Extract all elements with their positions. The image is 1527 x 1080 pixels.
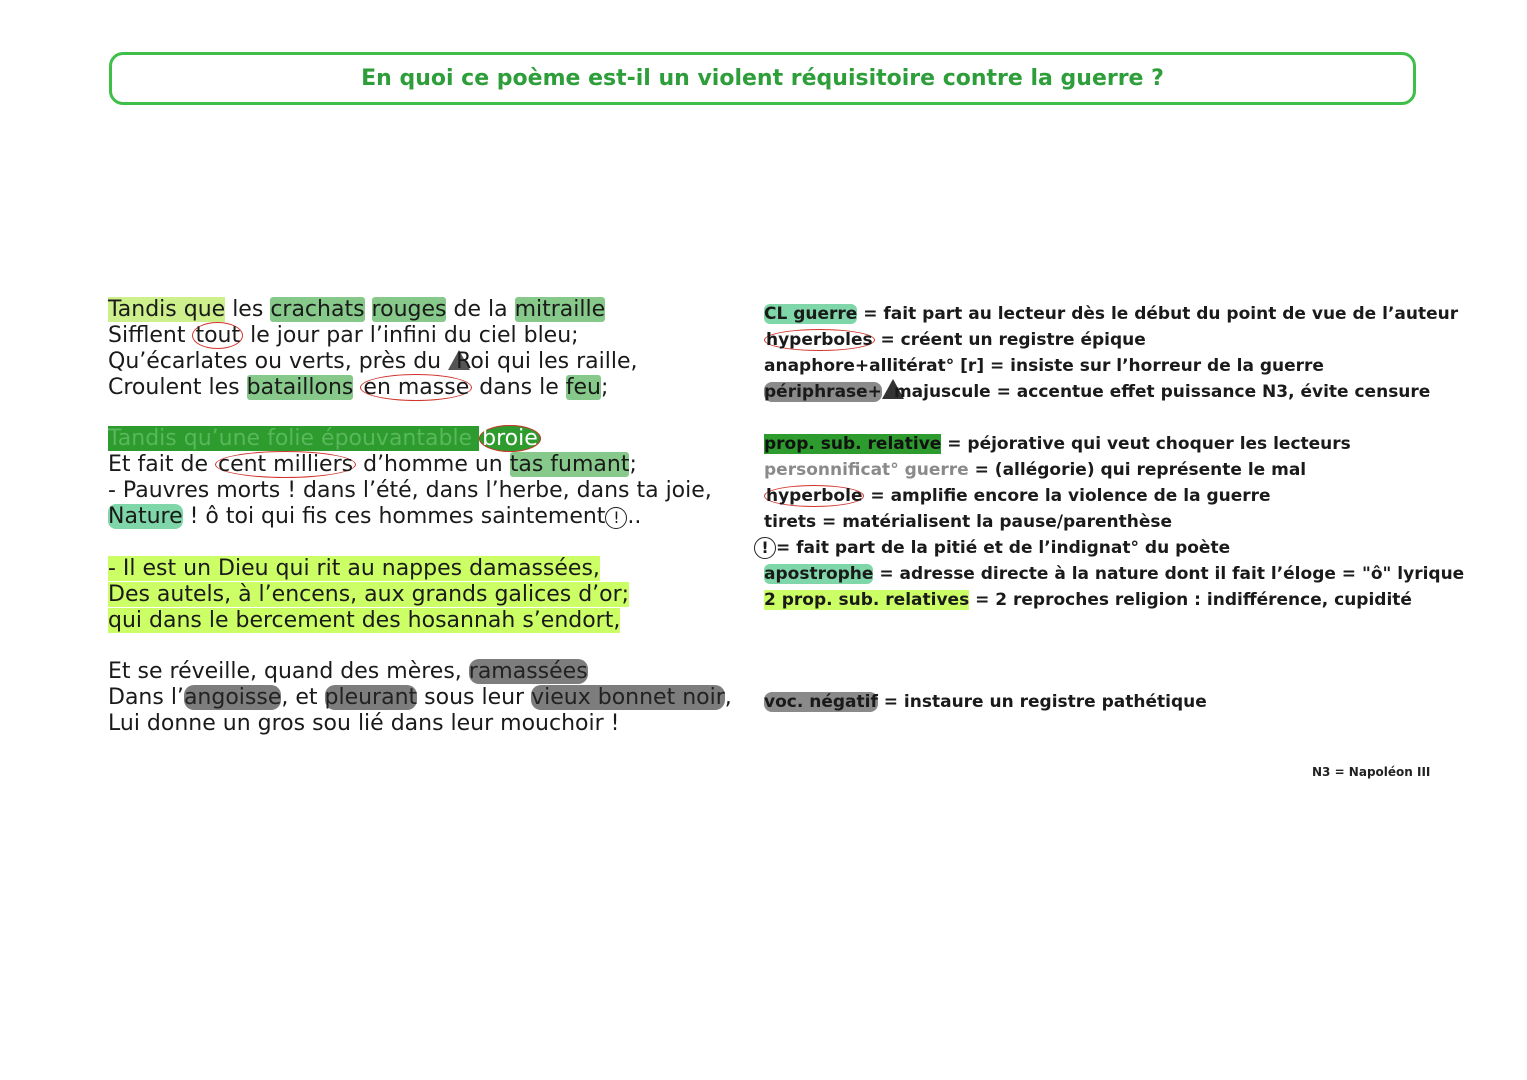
poem-line <box>108 297 638 323</box>
note-text: = péjorative qui veut choquer les lecteurs <box>941 434 1351 454</box>
question-title-box <box>109 52 1416 105</box>
note-line <box>764 561 1464 587</box>
note-line <box>764 379 1458 405</box>
highlight: tas fumant <box>509 452 630 477</box>
note-term: périphrase+ <box>764 382 882 402</box>
circled-word: en masse <box>360 374 472 401</box>
text: ; <box>629 452 637 477</box>
note-line <box>764 689 1207 715</box>
note-term: voc. négatif <box>764 692 878 712</box>
note-text: = instaure un registre pathétique <box>877 692 1207 712</box>
note-line <box>764 301 1458 327</box>
exclamation-circle-icon: ! <box>754 537 776 559</box>
circled-word: broie <box>479 425 541 452</box>
text: les <box>225 297 271 322</box>
notes-group-3 <box>764 689 1207 715</box>
note-line <box>764 483 1464 509</box>
note-line <box>764 509 1464 535</box>
note-line <box>764 353 1458 379</box>
note-line <box>764 431 1464 457</box>
circled-word: tout <box>192 322 243 349</box>
note-term: hyperbole <box>766 486 863 506</box>
text: Sifflent <box>108 323 193 348</box>
note-line <box>764 457 1464 483</box>
highlight: ramassées <box>468 659 588 684</box>
note-text: = fait part de la pitié et de l’indignat° du poète <box>776 538 1231 558</box>
text: Et fait de <box>108 452 215 477</box>
poem-line <box>108 504 712 530</box>
text: Qu’écarlates ou verts, près du <box>108 349 449 374</box>
text: .. <box>627 504 642 529</box>
poem-line <box>108 426 712 452</box>
highlight: vieux bonnet noir <box>531 685 725 710</box>
note-term: 2 prop. sub. relatives <box>764 590 970 610</box>
highlight: crachats <box>270 297 365 322</box>
note-term: personnificat° guerre <box>764 460 969 480</box>
note-line <box>761 535 1464 561</box>
highlight: Nature <box>108 504 183 529</box>
exclamation-circle-icon: ! <box>605 507 627 529</box>
notes-group-2 <box>761 431 1465 613</box>
text: Croulent les <box>108 375 247 400</box>
note-term: apostrophe <box>764 564 874 584</box>
highlight: Des autels, à l’encens, aux grands galices d’or; <box>108 582 630 607</box>
note-text: = créent un registre épique <box>874 330 1146 350</box>
text: , et <box>281 685 325 710</box>
poem-line <box>108 478 712 504</box>
text: ! ô toi qui fis ces hommes saintement <box>182 504 606 529</box>
poem-line <box>108 556 629 582</box>
highlight: Tandis que <box>108 297 226 322</box>
text: Roi <box>456 349 490 374</box>
circled-word: cent milliers <box>215 451 356 478</box>
note-line <box>764 327 1458 353</box>
text: Dans l’ <box>108 685 184 710</box>
poem-line <box>108 685 732 711</box>
highlight: mitraille <box>514 297 606 322</box>
stanza-3 <box>108 556 629 634</box>
poem-line <box>108 711 732 737</box>
note-line <box>764 587 1464 613</box>
note-text: = adresse directe à la nature dont il fait l’éloge = "ô" lyrique <box>873 564 1465 584</box>
text: de la <box>446 297 515 322</box>
highlight: angoisse <box>183 685 282 710</box>
note-text: = (allégorie) qui représente le mal <box>968 460 1307 480</box>
text <box>365 297 372 322</box>
poem-line <box>108 452 712 478</box>
highlight: bataillons <box>246 375 354 400</box>
poem-line <box>108 582 629 608</box>
note-text: = 2 reproches religion : indifférence, cupidité <box>969 590 1412 610</box>
poem-line <box>108 659 732 685</box>
highlight: Tandis qu’une folie épouvantable <box>108 426 473 451</box>
highlight: rouges <box>371 297 447 322</box>
text: - Pauvres morts ! dans l’été, dans l’herbe, dans ta joie, <box>108 478 712 503</box>
note-term: hyperboles <box>766 330 873 350</box>
text: Et se réveille, quand des mères, <box>108 659 469 684</box>
stanza-1 <box>108 297 638 401</box>
highlight: feu <box>565 375 601 400</box>
note-text: anaphore+allitérat° [r] = insiste sur l’horreur de la guerre <box>764 356 1324 376</box>
footnote: N3 = Napoléon III <box>1312 765 1431 779</box>
note-text: = fait part au lecteur dès le début du point de vue de l’auteur <box>857 304 1459 324</box>
text: qui les raille, <box>489 349 638 374</box>
note-text: tirets = matérialisent la pause/parenthèse <box>764 512 1173 532</box>
notes-group-1 <box>764 301 1458 405</box>
text: sous leur <box>417 685 532 710</box>
poem-line <box>108 608 629 634</box>
note-term: CL guerre <box>764 304 858 324</box>
note-term: prop. sub. relative <box>764 434 942 454</box>
text: Lui donne un gros sou lié dans leur mouchoir ! <box>108 711 620 736</box>
note-text: = amplifie encore la violence de la guerre <box>864 486 1271 506</box>
poem-line <box>108 349 638 375</box>
question-title: En quoi ce poème est-il un violent réquisitoire contre la guerre ? <box>361 66 1164 91</box>
poem-line <box>108 323 638 349</box>
poem-line <box>108 375 638 401</box>
highlight: qui dans le bercement des hosannah s’endort, <box>108 608 621 633</box>
text: le jour par l’infini du ciel bleu; <box>243 323 579 348</box>
highlight: - Il est un Dieu qui rit au nappes damassées, <box>108 556 600 581</box>
highlight: pleurant <box>324 685 418 710</box>
text: d’homme un <box>356 452 510 477</box>
text: , <box>724 685 732 710</box>
stanza-2 <box>108 426 712 530</box>
text: dans le <box>472 375 566 400</box>
note-text: majuscule = accentue effet puissance N3, évite censure <box>893 382 1431 402</box>
stanza-4 <box>108 659 732 737</box>
text: ; <box>600 375 609 400</box>
